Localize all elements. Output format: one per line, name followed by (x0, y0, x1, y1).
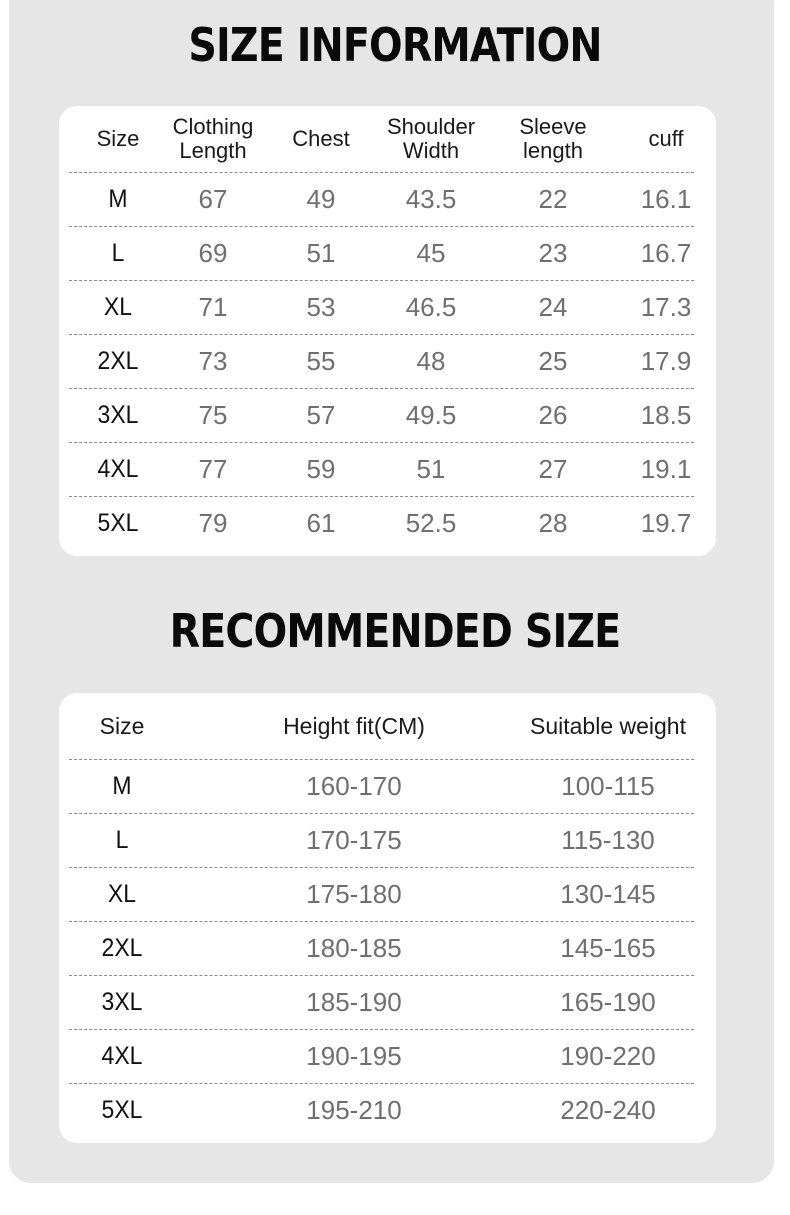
cell-shoulder-width: 45 (416, 237, 446, 268)
recommended-size-table (59, 693, 716, 1143)
cell-height-fit: 195-210 (306, 1094, 402, 1125)
cell-clothing-length: 79 (198, 507, 228, 538)
cell-cuff: 19.1 (640, 453, 692, 484)
cell-chest: 49 (306, 183, 336, 214)
table-row (69, 334, 694, 389)
header-height-fit: Height fit(CM) (283, 712, 425, 739)
cell-shoulder-width: 49.5 (405, 399, 457, 430)
cell-size: 5XL (101, 1095, 143, 1124)
cell-cuff: 17.3 (640, 291, 692, 322)
cell-size: 5XL (97, 508, 139, 537)
cell-size: 3XL (101, 987, 143, 1016)
header-clothing-length: Clothing Length (172, 114, 254, 163)
table-header-row (69, 693, 694, 760)
cell-size: XL (107, 879, 137, 908)
cell-sleeve-length: 25 (538, 345, 568, 376)
cell-suitable-weight: 115-130 (561, 824, 655, 855)
cell-suitable-weight: 130-145 (560, 878, 656, 909)
recommended-size-title: RECOMMENDED SIZE (169, 604, 621, 658)
cell-size: 3XL (97, 400, 139, 429)
table-row (69, 1083, 694, 1137)
header-suitable-weight: Suitable weight (530, 712, 686, 739)
cell-size: M (108, 184, 128, 213)
table-row (69, 921, 694, 976)
cell-size: 4XL (97, 454, 139, 483)
cell-chest: 53 (306, 291, 336, 322)
size-information-title: SIZE INFORMATION (188, 18, 602, 72)
cell-sleeve-length: 26 (538, 399, 568, 430)
cell-size: 2XL (97, 346, 139, 375)
cell-size: XL (103, 292, 133, 321)
cell-sleeve-length: 28 (538, 507, 568, 538)
cell-clothing-length: 69 (198, 237, 228, 268)
header-cuff: cuff (648, 126, 684, 151)
cell-chest: 57 (306, 399, 336, 430)
table-row (69, 226, 694, 281)
cell-size: 2XL (101, 933, 143, 962)
cell-size: 4XL (101, 1041, 143, 1070)
cell-sleeve-length: 24 (538, 291, 568, 322)
cell-shoulder-width: 46.5 (405, 291, 457, 322)
cell-suitable-weight: 220-240 (560, 1094, 656, 1125)
header-chest: Chest (292, 126, 350, 151)
cell-cuff: 17.9 (640, 345, 692, 376)
header-sleeve-length: Sleeve length (519, 114, 587, 163)
table-row (69, 975, 694, 1030)
cell-cuff: 18.5 (640, 399, 692, 430)
table-row (69, 496, 694, 550)
cell-shoulder-width: 48 (416, 345, 446, 376)
cell-height-fit: 180-185 (306, 932, 402, 963)
table-row (69, 1029, 694, 1084)
cell-clothing-length: 73 (198, 345, 228, 376)
size-information-table (59, 106, 716, 556)
table-row (69, 867, 694, 922)
cell-shoulder-width: 52.5 (405, 507, 457, 538)
cell-shoulder-width: 51 (416, 453, 446, 484)
header-shoulder-width: Shoulder Width (386, 114, 476, 163)
cell-size: M (112, 771, 132, 800)
cell-suitable-weight: 190-220 (560, 1040, 656, 1071)
table-row (69, 388, 694, 443)
cell-chest: 51 (306, 237, 336, 268)
cell-clothing-length: 71 (198, 291, 228, 322)
table-row (69, 442, 694, 497)
table-header-row (69, 106, 694, 173)
table-row (69, 172, 694, 227)
cell-suitable-weight: 165-190 (560, 986, 656, 1017)
table-row (69, 280, 694, 335)
cell-chest: 59 (306, 453, 336, 484)
cell-shoulder-width: 43.5 (405, 183, 457, 214)
cell-cuff: 16.7 (640, 237, 692, 268)
cell-size: L (111, 238, 125, 267)
header-size: Size (96, 126, 140, 151)
table-row (69, 759, 694, 814)
cell-clothing-length: 67 (198, 183, 228, 214)
cell-size: L (115, 825, 129, 854)
cell-height-fit: 185-190 (306, 986, 402, 1017)
cell-height-fit: 170-175 (306, 824, 402, 855)
cell-sleeve-length: 27 (538, 453, 568, 484)
cell-sleeve-length: 22 (538, 183, 568, 214)
cell-cuff: 16.1 (640, 183, 692, 214)
cell-height-fit: 175-180 (306, 878, 402, 909)
cell-suitable-weight: 145-165 (560, 932, 656, 963)
cell-height-fit: 190-195 (306, 1040, 402, 1071)
table-row (69, 813, 694, 868)
cell-chest: 55 (306, 345, 336, 376)
cell-height-fit: 160-170 (306, 770, 402, 801)
cell-clothing-length: 77 (198, 453, 228, 484)
cell-cuff: 19.7 (640, 507, 692, 538)
cell-suitable-weight: 100-115 (561, 770, 655, 801)
header-size: Size (99, 712, 145, 739)
cell-sleeve-length: 23 (538, 237, 568, 268)
cell-clothing-length: 75 (198, 399, 228, 430)
cell-chest: 61 (306, 507, 336, 538)
